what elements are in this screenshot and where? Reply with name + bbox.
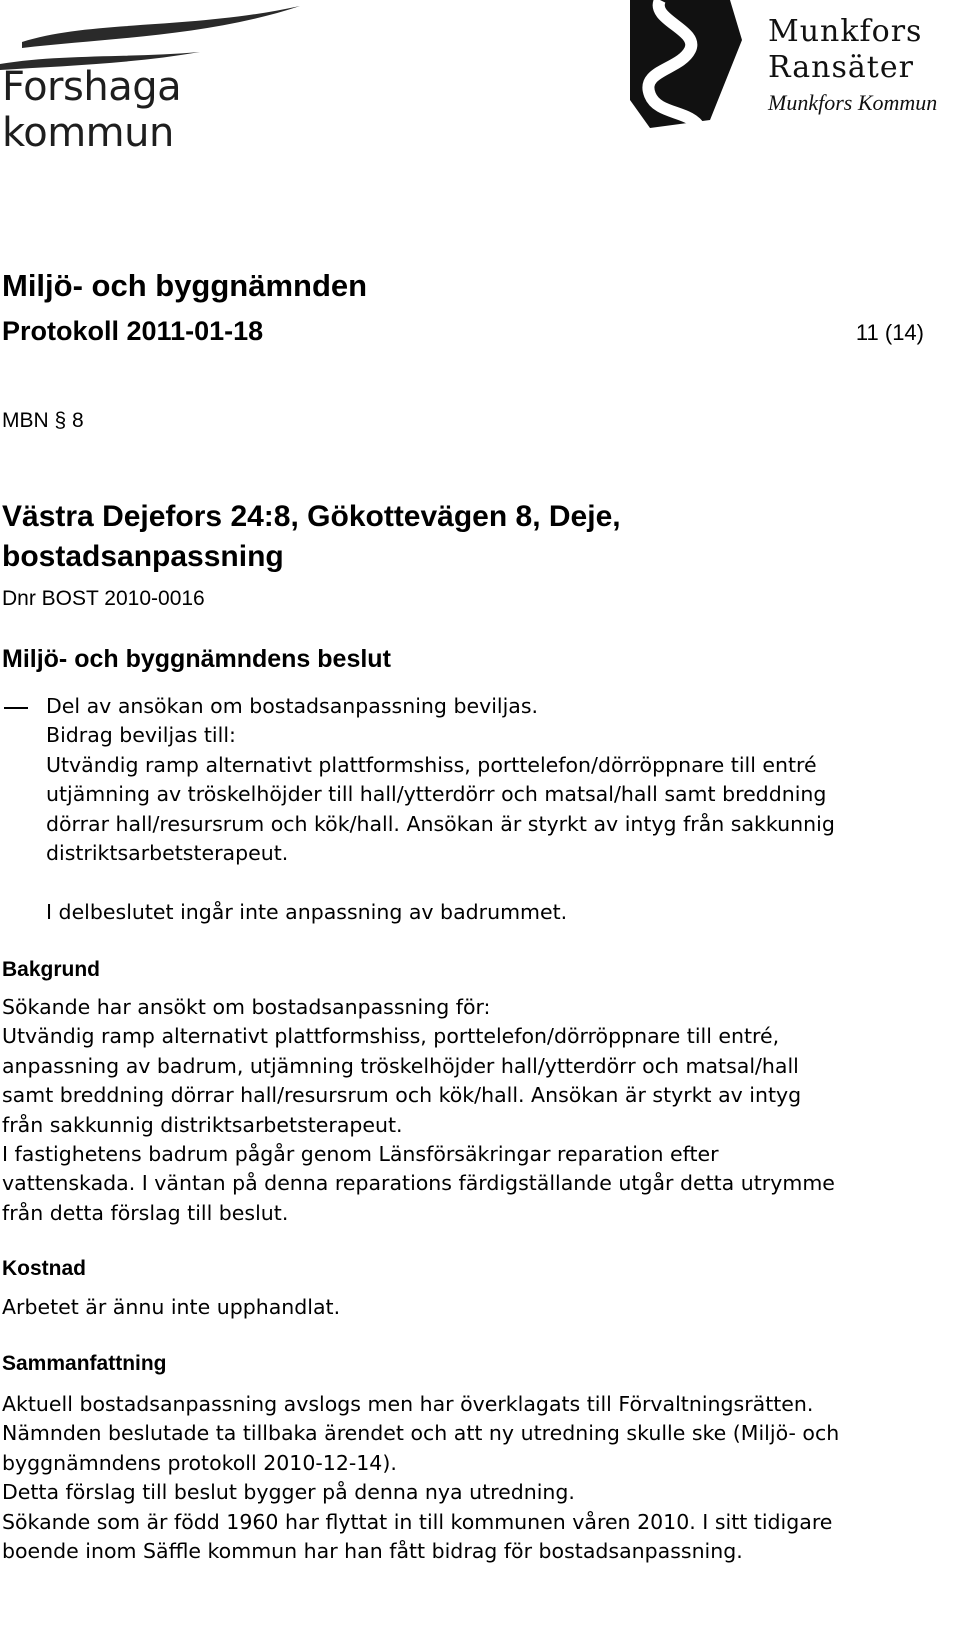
background-heading: Bakgrund	[2, 958, 101, 981]
case-title-line: Västra Dejefors 24:8, Gökottevägen 8, Deje,	[2, 500, 621, 533]
text-line: Bidrag beviljas till:	[46, 723, 236, 748]
text-line: Sökande som är född 1960 har flyttat in till kommunen våren 2010. I sitt tidigare	[2, 1509, 833, 1534]
text-line: Utvändig ramp alternativt plattformshiss, porttelefon/dörröppnare till entré	[46, 752, 817, 777]
text-line: distriktsarbetsterapeut.	[46, 841, 289, 866]
background-text	[2, 993, 835, 1228]
cost-heading: Kostnad	[2, 1257, 86, 1280]
text-line: Detta förslag till beslut bygger på denna nya utredning.	[2, 1480, 575, 1505]
case-title-line: bostadsanpassning	[2, 540, 284, 573]
text-line: boende inom Säffle kommun har han fått bidrag för bostadsanpassning.	[2, 1539, 743, 1564]
case-title	[2, 497, 902, 577]
text-line: I fastighetens badrum pågår genom Länsförsäkringar reparation efter	[2, 1142, 719, 1167]
text-line: Sökande har ansökt om bostadsanpassning för:	[2, 995, 491, 1019]
summary-heading: Sammanfattning	[2, 1352, 167, 1375]
text-line: Aktuell bostadsanpassning avslogs men har överklagats till Förvaltningsrätten.	[2, 1392, 814, 1416]
forshaga-swoosh-icon	[0, 0, 320, 70]
text-line: utjämning av tröskelhöjder till hall/ytterdörr och matsal/hall samt breddning	[46, 782, 827, 807]
cost-text: Arbetet är ännu inte upphandlat.	[2, 1295, 341, 1319]
text-line: anpassning av badrum, utjämning tröskelhöjder hall/ytterdörr och matsal/hall	[2, 1053, 799, 1078]
summary-text	[2, 1390, 839, 1566]
munkfors-logo-line1: Munkfors	[768, 14, 923, 49]
decision-heading: Miljö- och byggnämndens beslut	[2, 645, 391, 673]
text-line: Utvändig ramp alternativt plattformshiss, porttelefon/dörröppnare till entré,	[2, 1024, 780, 1049]
bullet-dash	[4, 707, 28, 709]
forshaga-logo	[0, 0, 340, 156]
text-line: från sakkunnig distriktsarbetsterapeut.	[2, 1112, 403, 1137]
text-line: byggnämndens protokoll 2010-12-14).	[2, 1450, 397, 1475]
munkfors-logo	[630, 0, 960, 130]
text-line: dörrar hall/resursrum och kök/hall. Ansökan är styrkt av intyg från sakkunnig	[46, 811, 835, 836]
case-dnr: Dnr BOST 2010-0016	[2, 587, 205, 610]
text-line: Del av ansökan om bostadsanpassning beviljas.	[46, 694, 539, 718]
decision-text	[46, 692, 835, 868]
section-reference: MBN § 8	[2, 409, 84, 432]
munkfors-river-emblem-icon	[630, 0, 760, 128]
munkfors-logo-line3: Munkfors Kommun	[768, 90, 938, 115]
board-title: Miljö- och byggnämnden	[2, 268, 368, 303]
text-line: Nämnden beslutade ta tillbaka ärendet och att ny utredning skulle ske (Miljö- och	[2, 1421, 840, 1446]
text-line: samt breddning dörrar hall/resursrum och kök/hall. Ansökan är styrkt av intyg	[2, 1083, 802, 1108]
forshaga-logo-text: Forshaga kommun	[2, 64, 182, 156]
munkfors-logo-line2: Ransäter	[768, 50, 914, 85]
page-number: 11 (14)	[855, 320, 924, 345]
decision-extra: I delbeslutet ingår inte anpassning av badrummet.	[46, 900, 568, 924]
text-line: vattenskada. I väntan på denna reparations färdigställande utgår detta utrymme	[2, 1171, 835, 1196]
protocol-title: Protokoll 2011-01-18	[2, 316, 264, 346]
text-line: från detta förslag till beslut.	[2, 1200, 289, 1225]
